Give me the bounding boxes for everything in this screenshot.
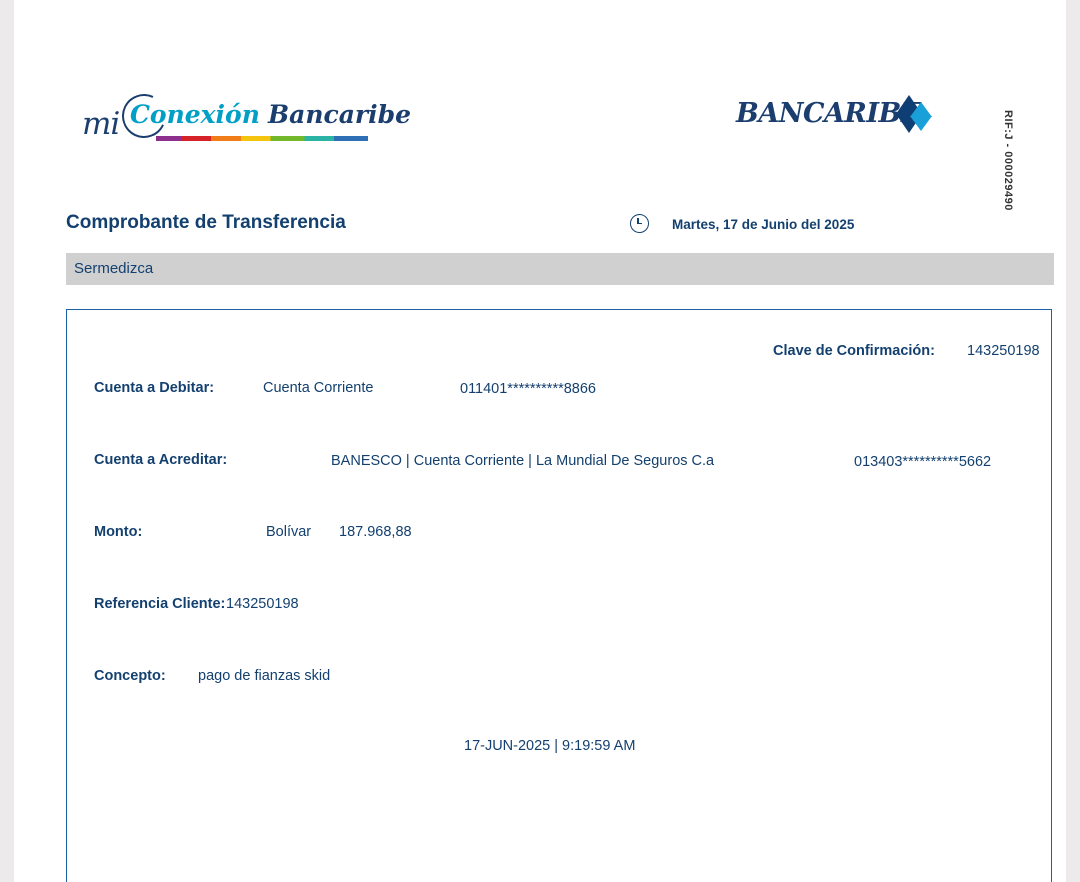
amount-currency: Bolívar [266, 524, 312, 540]
bancaribe-ban-text: BAN [736, 98, 803, 129]
debit-account-number: 011401**********8866 [460, 381, 596, 397]
logo-mi-text: mi [82, 106, 120, 142]
bancaribe-diamond-icon [888, 92, 934, 136]
miconexion-bancaribe-logo [82, 90, 411, 152]
debit-account-label: Cuenta a Debitar: [94, 380, 215, 396]
credit-account-number: 013403**********5662 [854, 454, 992, 470]
confirmation-label: Clave de Confirmación: [773, 343, 935, 359]
rif-number: RIF:J - 000029490 [1002, 110, 1014, 211]
amount-label: Monto: [94, 524, 143, 540]
clock-icon [630, 214, 649, 233]
logo-conexion-text: Conexión [130, 100, 260, 129]
amount-value: 187.968,88 [339, 524, 412, 540]
confirmation-value: 143250198 [967, 343, 1040, 359]
bancaribe-caribe-text: CARIBE [802, 98, 921, 129]
credit-account-detail: BANESCO | Cuenta Corriente | La Mundial De Seguros C.a [331, 453, 715, 469]
document-date: Martes, 17 de Junio del 2025 [672, 217, 855, 232]
logo-bancaribe-text: Bancaribe [268, 100, 411, 129]
bancaribe-logo [736, 92, 936, 136]
transfer-details-box [66, 309, 1052, 882]
transaction-timestamp: 17-JUN-2025 | 9:19:59 AM [464, 738, 636, 754]
concept-label: Concepto: [94, 668, 166, 684]
page-title: Comprobante de Transferencia [66, 212, 346, 233]
receipt-sheet [14, 0, 1066, 882]
account-holder-name: Sermedizca [74, 260, 154, 277]
credit-account-label: Cuenta a Acreditar: [94, 452, 228, 468]
concept-value: pago de fianzas skid [198, 668, 331, 684]
reference-label: Referencia Cliente: [94, 596, 226, 612]
debit-account-type: Cuenta Corriente [263, 380, 374, 396]
account-holder-bar [66, 253, 1054, 285]
logo-rainbow-underline [156, 136, 368, 141]
reference-value: 143250198 [226, 596, 299, 612]
